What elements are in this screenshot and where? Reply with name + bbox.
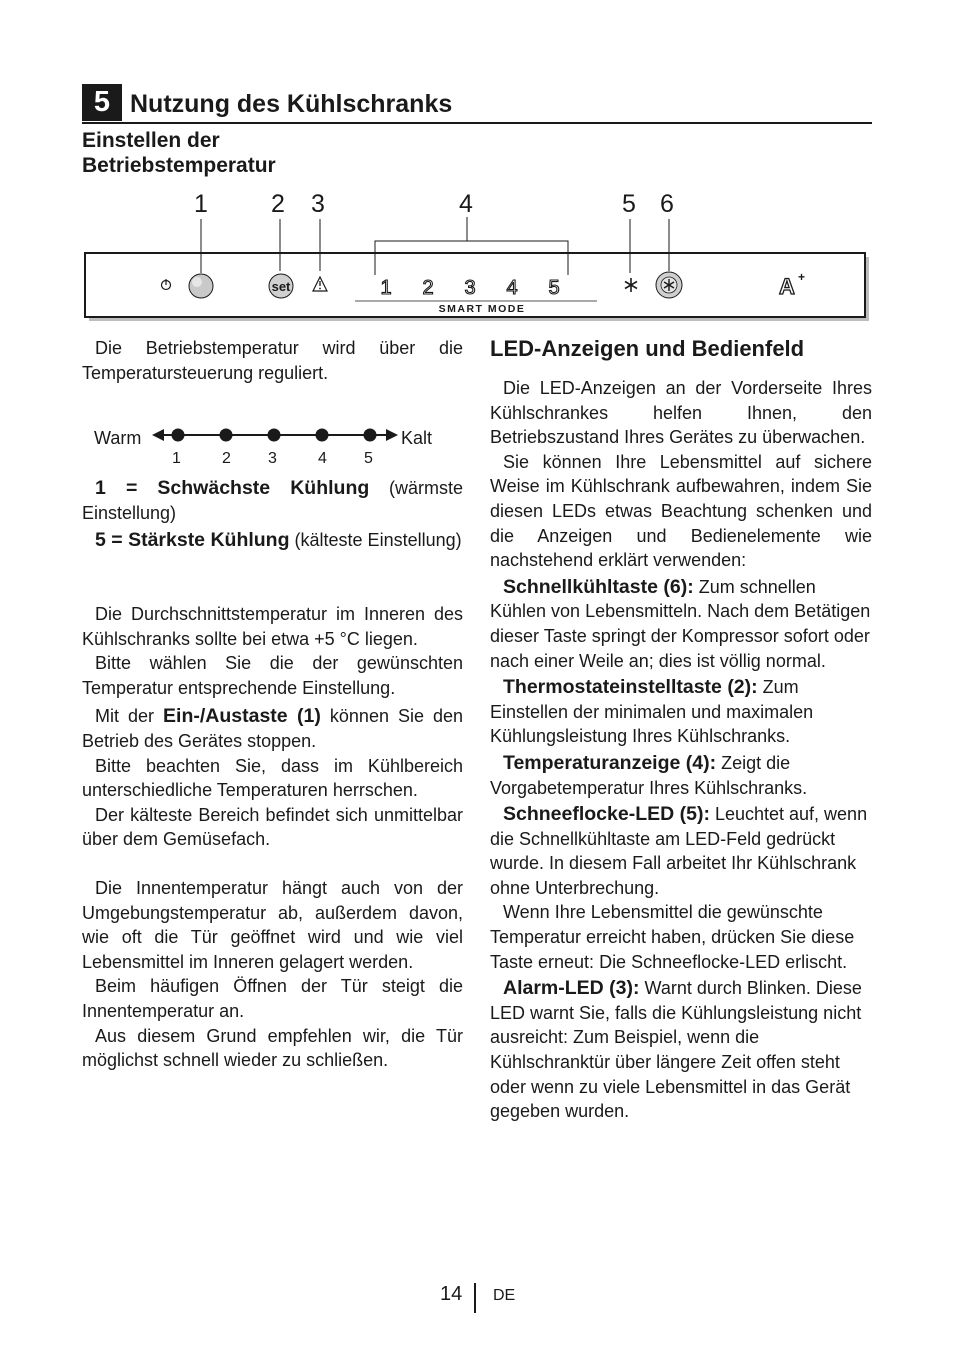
temperature-digit-2: 2: [422, 277, 434, 299]
snowflake-led-description: Schneeflocke-LED (5): Leuchtet auf, wenn die Schnellkühltaste am LED-Feld gedrückt wurde. In diesem Fall arbeitet Ihr Kühlschrank ohne Unterbrechung.: [490, 803, 868, 898]
scale-number-2: 2: [222, 450, 231, 467]
temperature-digit-5: 5: [548, 277, 560, 299]
header-rule: [82, 122, 872, 124]
callout-6: 6: [660, 190, 674, 218]
section-number-box: 5: [82, 84, 122, 121]
set-button-label: set: [271, 279, 291, 294]
callout-1: 1: [194, 190, 208, 218]
scale-arrow-right-icon: [386, 429, 398, 441]
right-body-text: [490, 376, 872, 1124]
weakest-setting-note: 1 = Schwächste Kühlung (wärmste Einstellung): [82, 477, 463, 523]
thermostat-description: Thermostateinstelltaste (2): Zum Einstellen der minimalen und maximalen Kühlungsleistung Ihres Kühlschranks.: [490, 676, 814, 747]
scale-dot-1: [172, 429, 185, 442]
led-intro-paragraph: Die LED-Anzeigen an der Vorderseite Ihres Kühlschrankes helfen Ihnen, den Betriebszustand Ihres Gerätes zu überwachen.: [490, 378, 872, 448]
scale-number-1: 1: [172, 450, 181, 467]
svg-text:+: +: [798, 270, 806, 284]
quick-cool-description: Schnellkühltaste (6): Zum schnellen Kühlen von Lebensmitteln. Nach dem Betätigen dieser Taste springt der Kompressor sofort oder nach einer Weile an; dies ist völlig normal.: [490, 575, 871, 671]
temperature-display-description: Temperaturanzeige (4): Zeigt die Vorgabetemperatur Ihres Kühlschranks.: [490, 751, 808, 798]
scale-dot-4: [316, 429, 329, 442]
temperature-digit-3: 3: [464, 277, 476, 299]
ambient-paragraph: Die Innentemperatur hängt auch von der Umgebungstemperatur ab, außerdem davon, wie oft die Tür geöffnet wird und wie viel Lebensmittel im Inneren gelagert werden.: [82, 877, 463, 972]
temperature-scale-graphic: [150, 424, 402, 446]
zones-paragraph: Bitte beachten Sie, dass im Kühlbereich unterschiedliche Temperaturen herrschen.: [82, 755, 463, 801]
callout-2: 2: [271, 190, 285, 218]
svg-text:A: A: [779, 274, 795, 299]
on-off-button: [189, 274, 213, 298]
on-off-paragraph: Mit der Ein-/Austaste (1) können Sie den Betrieb des Gerätes stoppen.: [82, 705, 464, 751]
choose-setting-paragraph: Bitte wählen Sie die der gewünschten Temperatur entsprechende Einstellung.: [82, 653, 463, 698]
page-number: 14: [440, 1283, 463, 1305]
alarm-led-description: Alarm-LED (3): Warnt durch Blinken. Diese LED warnt Sie, falls die Kühlungsleistung nicht ausreicht: Zum Beispiel, wenn die Kühlschranktür über längere Zeit offen steht oder wenn zu viele Lebensmittel in das Gerät gegeben wurden.: [490, 977, 862, 1122]
left-body-text: [82, 602, 463, 1073]
scale-number-3: 3: [268, 450, 277, 467]
callout-5: 5: [622, 190, 636, 218]
section-title: Nutzung des Kühlschranks: [130, 90, 453, 118]
footer-divider: [474, 1283, 476, 1313]
language-code: DE: [493, 1287, 516, 1304]
door-opening-paragraph: Beim häufigen Öffnen der Tür steigt die Innentemperatur an.: [82, 976, 463, 1021]
quick-cool-button: [656, 272, 682, 298]
intro-paragraph: Die Betriebstemperatur wird über die Temperatursteuerung reguliert.: [82, 338, 463, 383]
scale-dot-5: [364, 429, 377, 442]
temperature-digit-1: 1: [380, 277, 392, 299]
coldest-area-paragraph: Der kälteste Bereich befindet sich unmittelbar über dem Gemüsefach.: [82, 804, 463, 850]
callout-3: 3: [311, 190, 325, 218]
set-button: [269, 274, 293, 298]
smart-mode-label: SMART MODE: [438, 303, 526, 315]
control-panel-diagram: [80, 215, 875, 325]
strongest-setting-note: 5 = Stärkste Kühlung (kälteste Einstellung): [95, 529, 462, 551]
led-usage-paragraph: Sie können Ihre Lebensmittel auf sichere Weise im Kühlschrank aufbewahren, indem Sie diesen LEDs etwas Beachtung schenken und die Anzeigen und Bedienelemente wie nachstehend erklärt verwenden:: [490, 451, 872, 571]
scale-dot-3: [268, 429, 281, 442]
scale-arrow-left-icon: [152, 429, 164, 441]
desired-temp-paragraph: Wenn Ihre Lebensmittel die gewünschte Temperatur erreicht haben, drücken Sie diese Taste erneut: Die Schneeflocke-LED erlischt.: [490, 902, 855, 972]
subheading: Einstellen der Betriebstemperatur: [82, 129, 276, 177]
scale-dot-2: [220, 429, 233, 442]
scale-cold-label: Kalt: [401, 428, 433, 448]
avg-temp-paragraph: Die Durchschnittstemperatur im Inneren des Kühlschranks sollte bei etwa +5 °C liegen.: [82, 604, 463, 649]
callout-4: 4: [459, 190, 473, 218]
close-door-paragraph: Aus diesem Grund empfehlen wir, die Tür möglichst schnell wieder zu schließen.: [82, 1025, 463, 1071]
temperature-digit-4: 4: [506, 277, 518, 299]
scale-number-5: 5: [364, 450, 373, 467]
scale-number-4: 4: [318, 450, 327, 467]
scale-warm-label: Warm: [94, 428, 142, 448]
led-section-title: LED-Anzeigen und Bedienfeld: [490, 336, 805, 361]
